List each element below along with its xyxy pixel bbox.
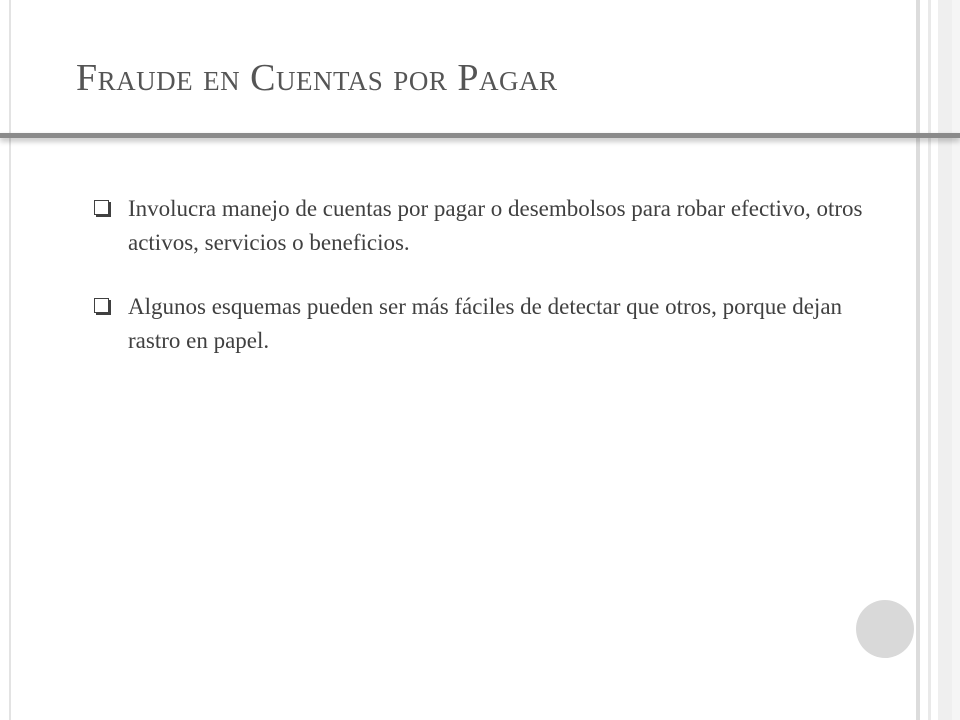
bullet-list bbox=[94, 192, 874, 388]
right-edge-stripe bbox=[928, 0, 931, 720]
bullet-item bbox=[94, 192, 874, 260]
bullet-item bbox=[94, 290, 874, 358]
circle-icon[interactable] bbox=[856, 600, 914, 658]
slide-title: Fraude en Cuentas por Pagar bbox=[76, 57, 558, 99]
right-edge-stripe bbox=[952, 0, 960, 720]
title-separator-bar bbox=[0, 133, 960, 138]
right-edge-stripe bbox=[916, 0, 920, 720]
bullet-text: Involucra manejo de cuentas por pagar o desembolsos para robar efectivo, otros activos, servicios o beneficios. bbox=[128, 196, 863, 255]
checkbox-icon bbox=[94, 200, 109, 215]
checkbox-icon bbox=[94, 298, 109, 313]
left-edge-line bbox=[9, 0, 11, 720]
bullet-text: Algunos esquemas pueden ser más fáciles de detectar que otros, porque dejan rastro en papel. bbox=[128, 294, 843, 353]
